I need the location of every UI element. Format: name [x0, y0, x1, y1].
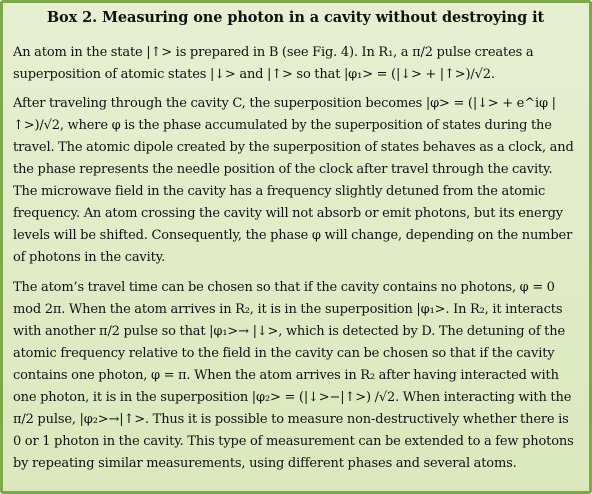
paragraph-atom-preparation: An atom in the state |↑> is prepared in B (see Fig. 4). In R₁, a π/2 pulse creates a superposition of atomic states |↓> and |↑> so that |φ₁> = (|↓> + |↑>)/√2.: [13, 45, 534, 82]
paragraph-cavity-travel: After traveling through the cavity C, the superposition becomes |φ> = (|↓> + e^iφ |↑>)/√2, where φ is the phase accumulated by the superposition of states during the travel. The atomic dipole created by the superposition of states behaves as a clock, and the phase represents the needle position of the clock after travel through the cavity. The microwave field in the cavity has a frequency slightly detuned from the atomic frequency. An atom crossing the cavity will not absorb or emit photons, but its energy levels will be shifted. Consequently, the phase φ will change, depending on the number of photons in the cavity.: [13, 96, 574, 265]
paragraph-measurement: The atom’s travel time can be chosen so that if the cavity contains no photons, φ = 0 mod 2π. When the atom arrives in R₂, it is in the superposition |φ₁>. In R₂, it interacts with another π/2 pulse so that |φ₁>→ |↓>, which is detected by D. The detuning of the atomic frequency relative to the field in the cavity can be chosen so that if the cavity contains one photon, φ = π. When the atom arrives in R₂ after having interacted with one photon, it is in the superposition |φ₂> = (|↓>−|↑>) /√2. When interacting with the π/2 pulse, |φ₂>→|↑>. Thus it is possible to measure non-destructively whether there is 0 or 1 photon in the cavity. This type of measurement can be extended to a few photons by repeating similar measurements, using different phases and several atoms.: [13, 280, 574, 471]
box-title: Box 2. Measuring one photon in a cavity without destroying it: [46, 9, 545, 26]
